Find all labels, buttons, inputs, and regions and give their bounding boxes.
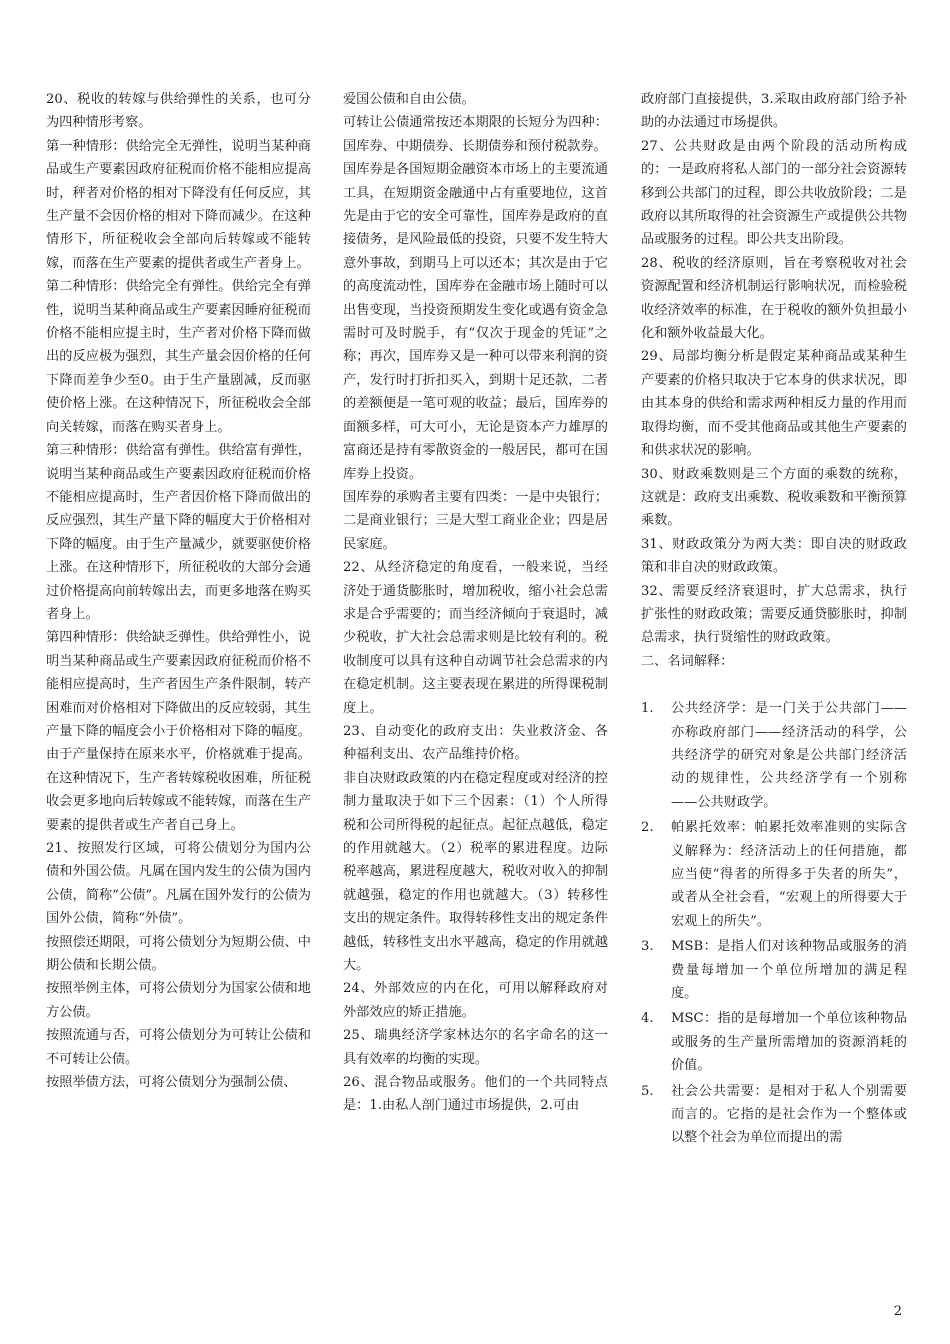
paragraph: 第四种情形：供给缺乏弹性。供给弹性小，说明当某种商品或生产要素因政府征税而价格不能相应提高时，生产者因生产条件限制，转产困难而对价格相对下降做出的反应较弱，其生产量下降的幅度会小于价格相对下降的幅度。由于产量保持在原来水平，价格就难于提高。在这种情况下，生产者转嫁税收困难，所征税收会更多地向后转嫁或不能转嫁，而落在生产要素的提供者或生产者自己身上。 <box>46 630 311 833</box>
definition-number: 3. <box>641 939 654 955</box>
definition-text: 社会公共需要：是相对于私人个别需要而言的。它指的是社会作为一个整体或以整个社会为单位而提出的需 <box>671 1083 907 1146</box>
paragraph: 20、税收的转嫁与供给弹性的关系，也可分为四种情形考察。 <box>46 92 311 131</box>
text-column-right <box>641 88 907 1152</box>
paragraph: 可转让公债通常按还本期限的长短分为四种：国库券、中期债券、长期债券和预付税款券。 <box>343 115 608 154</box>
definition-number: 2. <box>641 820 654 836</box>
definition-text: MSB：是指人们对该种物品或服务的消费量每增加一个单位所增加的满足程度。 <box>671 939 907 1002</box>
paragraph: 政府部门直接提供，3.采取由政府部门给予补助的办法通过市场提供。 <box>641 92 907 131</box>
spacer <box>641 673 907 697</box>
definition-number: 1. <box>641 701 654 717</box>
paragraph: 爱国公债和自由公债。 <box>343 92 475 107</box>
text-column-middle <box>343 88 608 1118</box>
definition-text: 公共经济学：是一门关于公共部门——亦称政府部门——经济活动的科学，公共经济学的研究对象是公共部门经济活动的规律性，公共经济学有一个别称——公共财政学。 <box>671 701 907 810</box>
paragraph: 28、税收的经济原则，旨在考察税收对社会资源配置和经济机制运行影响状况，而检验税收经济效率的标准，在于税收的额外负担最小化和额外收益最大化。 <box>641 255 907 342</box>
page-number: 2 <box>893 1304 902 1319</box>
definition-item <box>641 1007 907 1077</box>
paragraph: 25、瑞典经济学家林达尔的名字命名的这一具有效率的均衡的实现。 <box>343 1028 608 1067</box>
paragraph: 26、混合物品或服务。他们的一个共同特点是：1.由私人剖门通过市场提供，2.可由 <box>343 1075 608 1114</box>
section-heading: 二、名词解释： <box>641 653 734 669</box>
definition-number: 4. <box>641 1011 654 1027</box>
definition-item <box>641 1080 907 1150</box>
paragraph: 29、局部均衡分析是假定某种商品或某种生产要素的价格只取决于它本身的供求状况，即由其本身的供给和需求两种相反力量的作用而取得均衡，而不受其他商品或其他生产要素的和供求状况的影响。 <box>641 349 907 459</box>
paragraph: 按照举债方法，可将公债划分为强制公债、 <box>46 1075 297 1091</box>
paragraph: 国库券的承购者主要有四类：一是中央银行；二是商业银行；三是大型工商业企业；四是居民家庭。 <box>343 489 608 552</box>
paragraph: 非自决财政政策的内在稳定程度或对经济的控制力量取决于如下三个因素：（1）个人所得税和公司所得税的起征点。起征点越低，稳定的作用就越大。（2）税率的累进程度。边际税率越高，累进程度越大，税收对收入的抑制就越强，稳定的作用也就越大。（3）转移性支出的规定条件。取得转移性支出的规定条件越低，转移性支出水平越高，稳定的作用就越大。 <box>343 770 608 974</box>
paragraph: 按照举例主体，可将公债划分为国家公债和地方公债。 <box>46 981 311 1020</box>
definition-text: 帕累托效率：帕累托效率准则的实际含义解释为：经济活动上的任何措施，都应当使“得者的所得多于失者的所失”，或者从全社会看，“宏观上的所得要大于宏观上的所失”。 <box>671 820 907 929</box>
paragraph: 第一种情形：供给完全无弹性，说明当某种商品或生产要素因政府征税而价格不能相应提高时，秤者对价格的相对下降没有任何反应，其生产量不会因价格的相对下降而减少。在这种情形下，所征税收会全部向后转嫁或不能转嫁，而落在生产要素的提供者或生产者身上。 <box>46 138 311 271</box>
paragraph: 按照偿还期限，可将公债划分为短期公债、中期公债和长期公债。 <box>46 934 311 974</box>
paragraph: 24、外部效应的内在化，可用以解释政府对外部效应的矫正措施。 <box>343 981 608 1020</box>
paragraph: 国库券是各国短期金融资本市场上的主要流通工具，在短期资金融通中占有重要地位，这首先是由于它的安全可靠性，国库券是政府的直接债务，是风险最低的投资，只要不发生特大意外事故，到期马上可以还本；其次是由于它的高度流动性，国库券在金融市场上随时可以出售变现，当投资预期发生变化或遇有资金急需时可及时脱手，有“仅次于现金的凭证”之称；再次，国库券又是一种可以带来利润的资产，发行时打折扣买入，到期十足还款，二者的差额便是一笔可观的收益；最后，国库券的面额多样，可大可小，无论是资本产力雄厚的富商还是持有零散资金的一般居民，都可在国库券上投资。 <box>343 162 608 482</box>
definition-number: 5. <box>641 1083 654 1099</box>
definition-item <box>641 816 907 933</box>
definition-list <box>641 697 907 1150</box>
paragraph: 27、公共财政是由两个阶段的活动所构成的：一是政府将私人部门的一部分社会资源转移到公共部门的过程，即公共收放阶段；二是政府以其所取得的社会资源生产或提供公共物品或服务的过程。即公共支出阶段。 <box>641 138 907 248</box>
definition-item <box>641 935 907 1005</box>
paragraph: 第二种情形：供给完全有弹性。供给完全有弹性，说明当某种商品或生产要素因睡府征税而价格不能相应提主时，生产者对价格下降而做出的反应极为强烈，其生产量会因价格的任何下降而差争少至0。由于生产量剧减，反而驱使价格上涨。在这种情况下，所征税收会全部向关转嫁，而落在购买者身上。 <box>46 279 311 435</box>
paragraph: 按照流通与否，可将公债划分为可转让公债和不可转让公债。 <box>46 1028 311 1067</box>
definition-item <box>641 697 907 814</box>
text-column-left <box>46 88 311 1094</box>
paragraph: 第三种情形：供给富有弹性。供给富有弹性，说明当某种商品或生产要素因政府征税而价格不能相应提高时，生产者因价格下降而做出的反应强烈，其生产量下降的幅度大于价格相对下降的幅度。由于生产量减少，就要驱使价格上涨。在这种情形下，所征税收的大部分会通过价格提高向前转嫁出去，而更多地落在购买者身上。 <box>46 443 311 622</box>
paragraph: 22、从经济稳定的角度看，一般来说，当经济处于通货膨胀时，增加税收，缩小社会总需求是合乎需要的；而当经济倾向于衰退时，减少税收，扩大社会总需求则是比较有利的。税收制度可以具有这种自动调节社会总需求的内在稳定机制。这主要表现在累进的所得课税制度上。 <box>343 560 608 716</box>
paragraph: 21、按照发行区域，可将公债划分为国内公债和外国公债。凡属在国内发生的公债为国内公债，简称“公债”。凡属在国外发行的公债为国外公债，简称“外债”。 <box>46 841 311 927</box>
paragraph: 23、自动变化的政府支出：失业救济金、各种福利支出、农产品维持价格。 <box>343 723 608 763</box>
paragraph: 32、需要反经济衰退时，扩大总需求，执行扩张性的财政政策；需要反通贷膨胀时，抑制总需求，执行贤缩性的财政政策。 <box>641 583 907 646</box>
definition-text: MSC：指的是每增加一个单位该种物品或服务的生产量所需增加的资源消耗的价值。 <box>671 1011 907 1074</box>
paragraph: 31、财政政策分为两大类：即自决的财政政策和非自决的财政政策。 <box>641 536 907 576</box>
paragraph: 30、财政乘数则是三个方面的乘数的统称，这就是：政府支出乘数、税收乘数和平衡预算乘数。 <box>641 466 907 529</box>
